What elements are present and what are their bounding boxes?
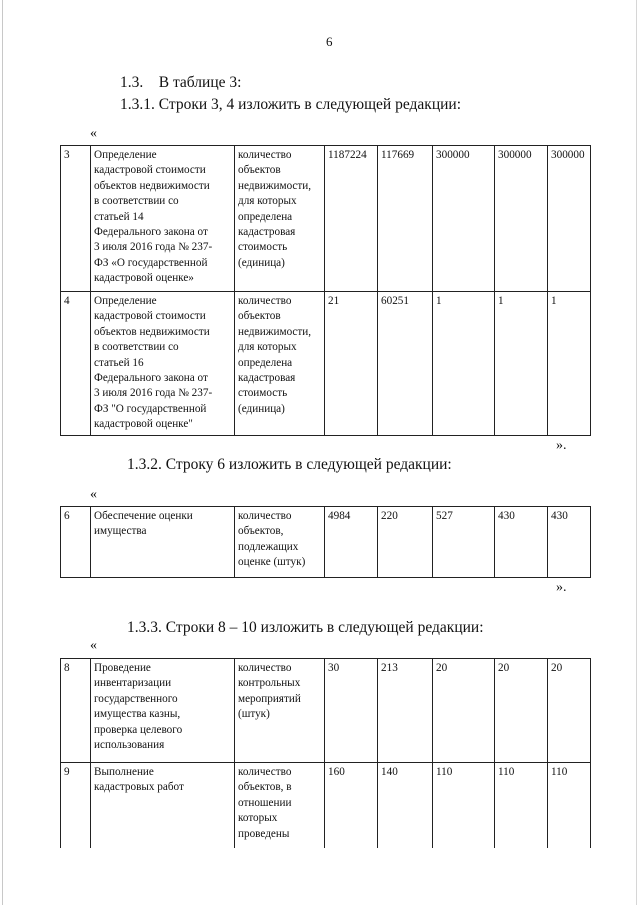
table-cell: 1 bbox=[548, 292, 591, 436]
table-cell: 117669 bbox=[378, 146, 433, 292]
table-cell: 9 bbox=[61, 763, 91, 848]
heading-rows-8-10: 1.3.3. Строки 8 – 10 изложить в следующей редакции: bbox=[127, 619, 484, 636]
table-cell: Определение кадастровой стоимости объектов недвижимости в соответствии со статьей 14 Федерального закона от 3 июля 2016 года № 237- ФЗ «О государственной кадастровой оценке» bbox=[91, 146, 235, 292]
page-number: 6 bbox=[326, 34, 333, 49]
table-cell: 300000 bbox=[433, 146, 495, 292]
table-cell: 430 bbox=[495, 507, 548, 578]
table-cell: 20 bbox=[433, 659, 495, 763]
table-cell: 110 bbox=[433, 763, 495, 848]
table-rows-8-10 bbox=[60, 658, 591, 848]
table-cell: 213 bbox=[378, 659, 433, 763]
table-cell: 140 bbox=[378, 763, 433, 848]
table-cell: количество объектов, в отношении которых проведены bbox=[235, 763, 325, 848]
table-row bbox=[61, 292, 591, 436]
table-row-6 bbox=[60, 506, 591, 578]
open-quote: « bbox=[90, 126, 97, 141]
table-cell: 430 bbox=[548, 507, 591, 578]
table-cell: количество объектов недвижимости, для которых определена кадастровая стоимость (единица) bbox=[235, 292, 325, 436]
table-rows-3-4 bbox=[60, 145, 591, 436]
table-row bbox=[61, 763, 591, 848]
table-cell: Обеспечение оценки имущества bbox=[91, 507, 235, 578]
table-cell: количество контрольных мероприятий (штук) bbox=[235, 659, 325, 763]
table-row bbox=[61, 659, 591, 763]
table-cell: 1 bbox=[433, 292, 495, 436]
table-cell: 30 bbox=[325, 659, 378, 763]
table-cell: 6 bbox=[61, 507, 91, 578]
scan-edge-left bbox=[2, 0, 3, 905]
table-cell: Выполнение кадастровых работ bbox=[91, 763, 235, 848]
table-cell: 110 bbox=[548, 763, 591, 848]
table-cell: 300000 bbox=[495, 146, 548, 292]
heading-rows-3-4: 1.3.1. Строки 3, 4 изложить в следующей редакции: bbox=[120, 96, 462, 113]
heading-row-6: 1.3.2. Строку 6 изложить в следующей редакции: bbox=[127, 456, 452, 473]
table-cell: 8 bbox=[61, 659, 91, 763]
close-quote: ». bbox=[556, 438, 567, 453]
table-row bbox=[61, 507, 591, 578]
table-cell: 110 bbox=[495, 763, 548, 848]
table-cell: Проведение инвентаризации государственного имущества казны, проверка целевого использования bbox=[91, 659, 235, 763]
table-cell: 527 bbox=[433, 507, 495, 578]
table-cell: Определение кадастровой стоимости объектов недвижимости в соответствии со статьей 16 Федерального закона от 3 июля 2016 года № 237- ФЗ "О государственной кадастровой оценке" bbox=[91, 292, 235, 436]
table-cell: 160 bbox=[325, 763, 378, 848]
table-cell: 1 bbox=[495, 292, 548, 436]
table-cell: 20 bbox=[495, 659, 548, 763]
heading-table-3: 1.3. В таблице 3: bbox=[120, 74, 242, 91]
open-quote: « bbox=[90, 638, 97, 653]
table-row bbox=[61, 146, 591, 292]
open-quote: « bbox=[90, 487, 97, 502]
table-cell: количество объектов, подлежащих оценке (штук) bbox=[235, 507, 325, 578]
close-quote: ». bbox=[556, 580, 567, 595]
table-cell: 4 bbox=[61, 292, 91, 436]
table-cell: 300000 bbox=[548, 146, 591, 292]
scan-edge-right bbox=[636, 0, 637, 905]
table-cell: 4984 bbox=[325, 507, 378, 578]
table-cell: 60251 bbox=[378, 292, 433, 436]
table-cell: 220 bbox=[378, 507, 433, 578]
table-cell: 1187224 bbox=[325, 146, 378, 292]
table-cell: 20 bbox=[548, 659, 591, 763]
table-cell: количество объектов недвижимости, для которых определена кадастровая стоимость (единица) bbox=[235, 146, 325, 292]
table-cell: 3 bbox=[61, 146, 91, 292]
table-cell: 21 bbox=[325, 292, 378, 436]
